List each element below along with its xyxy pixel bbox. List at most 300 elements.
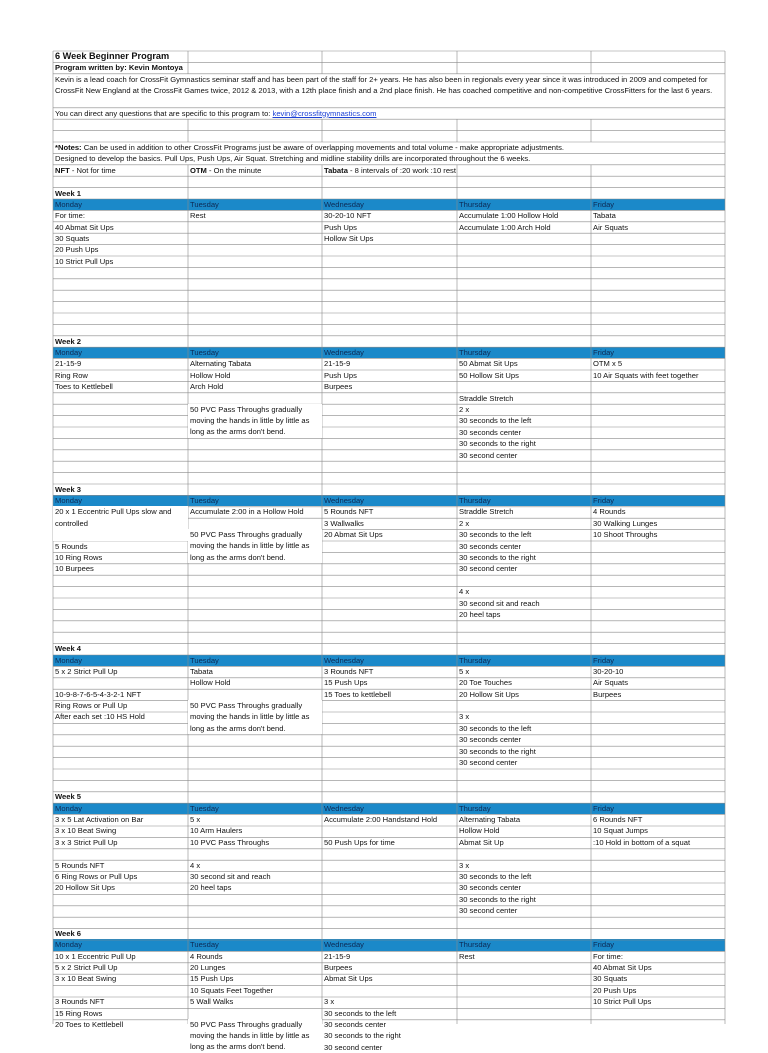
workout-row <box>53 746 725 757</box>
day-header-row <box>53 655 725 666</box>
bio-text: Kevin is a lead coach for CrossFit Gymnastics seminar staff and has been part of the staff for 2+ years. He has also been in regionals every year since it was introduced in 2009 and competed for CrossFit New England at the CrossFit Games twice, 2012 & 2013, with a 12th place finish and a 2nd place finish. He has coached competitive and non-competitive CrossFitters for the last 6 years. <box>55 74 713 95</box>
day-header-row <box>53 199 725 210</box>
workout-cell <box>188 905 322 916</box>
workout-row <box>53 985 725 996</box>
workout-cell <box>591 301 725 312</box>
empty-cell <box>322 324 457 335</box>
workout-cell <box>322 700 457 711</box>
workout-cell <box>322 620 457 631</box>
workout-row <box>53 768 725 779</box>
workout-cell: Air Squats <box>593 222 629 232</box>
workout-cell: 20 Hollow Sit Ups <box>459 689 519 699</box>
empty-row <box>53 472 725 483</box>
workout-cell: 5 x 2 Strict Pull Up <box>55 666 118 676</box>
workout-cell: 4 x <box>190 860 201 870</box>
workout-cell <box>53 415 188 426</box>
empty-cell <box>188 62 322 73</box>
workout-cell: 20 Toe Touches <box>459 678 512 688</box>
workout-cell <box>591 279 725 290</box>
workout-cell <box>322 825 457 836</box>
workout-cell <box>188 450 322 461</box>
empty-cell <box>322 131 457 142</box>
workout-cell: For time: <box>55 211 85 221</box>
workout-cell <box>457 267 591 278</box>
workout-row <box>53 552 725 563</box>
empty-cell <box>188 917 322 928</box>
empty-cell <box>591 131 725 142</box>
empty-cell <box>457 62 591 73</box>
program-spreadsheet <box>53 51 725 1053</box>
workout-cell: 10 Arm Haulers <box>190 826 243 836</box>
workout-cell <box>457 985 591 996</box>
workout-cell <box>53 985 188 996</box>
empty-cell <box>188 188 322 199</box>
empty-cell <box>188 928 322 939</box>
workout-cell: Rest <box>190 211 206 221</box>
workout-cell <box>322 711 457 722</box>
legend-desc: - On the minute <box>206 165 262 175</box>
workout-cell <box>322 586 457 597</box>
workout-cell <box>188 290 322 301</box>
workout-cell <box>53 723 188 734</box>
workout-cell <box>457 575 591 586</box>
workout-cell <box>591 609 725 620</box>
empty-cell <box>591 176 725 187</box>
legend-item <box>53 165 188 176</box>
workout-cell <box>188 1008 322 1019</box>
workout-cell: 30 seconds to the left <box>324 1008 397 1018</box>
workout-row <box>53 450 725 461</box>
workout-cell: 30 seconds to the right <box>459 439 536 449</box>
workout-row <box>53 825 725 836</box>
workout-cell <box>591 267 725 278</box>
workout-cell: 30 second center <box>324 1042 383 1052</box>
empty-cell <box>53 632 188 643</box>
workout-cell <box>591 1008 725 1019</box>
workout-cell: 30 seconds center <box>459 883 522 893</box>
workout-cell: 20 Hollow Sit Ups <box>55 883 115 893</box>
workout-cell <box>53 677 188 688</box>
workout-cell: 30 second center <box>459 758 518 768</box>
workout-cell <box>591 461 725 472</box>
workout-cell <box>457 244 591 255</box>
workout-row <box>53 598 725 609</box>
workout-row <box>53 427 725 438</box>
empty-row <box>53 917 725 928</box>
workout-cell: 15 Toes to kettlebell <box>324 689 391 699</box>
workout-row <box>53 871 725 882</box>
workout-cell <box>322 301 457 312</box>
empty-cell <box>322 917 457 928</box>
week-label: Week 5 <box>55 792 82 802</box>
workout-cell: 21-15-9 <box>324 951 351 961</box>
workout-cell <box>322 404 457 415</box>
workout-cell <box>591 233 725 244</box>
workout-cell <box>188 848 322 859</box>
workout-cell: 20 Toes to Kettlebell <box>55 1020 124 1030</box>
empty-cell <box>457 176 591 187</box>
workout-cell: 50 PVC Pass Throughs gradually moving the hands in little by little as long as the arms don't bend. <box>188 1019 322 1053</box>
day-header-tuesday: Tuesday <box>188 347 322 358</box>
workout-cell: 10 Ring Rows <box>55 553 103 563</box>
workout-cell: 10 Strict Pull Ups <box>55 256 114 266</box>
empty-row <box>53 632 725 643</box>
workout-cell <box>591 1030 725 1041</box>
workout-cell: 2 x <box>459 518 470 528</box>
empty-cell <box>322 51 457 62</box>
workout-cell <box>591 586 725 597</box>
empty-cell <box>53 472 188 483</box>
empty-cell <box>188 176 322 187</box>
workout-cell <box>53 450 188 461</box>
workout-cell <box>53 575 188 586</box>
workout-cell: Burpees <box>324 382 353 392</box>
workout-cell <box>188 689 322 700</box>
workout-row <box>53 905 725 916</box>
workout-cell <box>591 290 725 301</box>
empty-cell <box>591 188 725 199</box>
workout-cell <box>457 996 591 1007</box>
workout-row <box>53 814 725 825</box>
workout-row <box>53 620 725 631</box>
workout-cell <box>53 427 188 438</box>
day-header-monday: Monday <box>53 803 188 814</box>
empty-cell <box>322 62 457 73</box>
week-label-row <box>53 188 725 199</box>
workout-cell <box>322 575 457 586</box>
workout-cell <box>53 586 188 597</box>
workout-cell: 5 x 2 Strict Pull Up <box>55 963 118 973</box>
day-header-monday: Monday <box>53 199 188 210</box>
workout-cell: 50 PVC Pass Throughs gradually moving the hands in little by little as long as the arms don't bend. <box>188 404 322 438</box>
workout-cell <box>322 768 457 779</box>
day-header-friday: Friday <box>591 939 725 950</box>
workout-row <box>53 358 725 369</box>
workout-cell <box>322 871 457 882</box>
workout-cell <box>591 1019 725 1030</box>
empty-cell <box>457 917 591 928</box>
day-header-friday: Friday <box>591 803 725 814</box>
workout-row <box>53 210 725 221</box>
empty-row <box>53 176 725 187</box>
day-header-row <box>53 803 725 814</box>
workout-row <box>53 689 725 700</box>
notes-row <box>53 142 725 153</box>
empty-cell <box>322 188 457 199</box>
empty-cell <box>591 791 725 802</box>
empty-cell <box>591 484 725 495</box>
workout-cell: 3 Rounds NFT <box>55 997 105 1007</box>
workout-cell: After each set :10 HS Hold <box>55 712 145 722</box>
empty-cell <box>591 165 725 176</box>
workout-row <box>53 860 725 871</box>
workout-cell: 30 Walking Lunges <box>593 518 658 528</box>
workout-cell: 15 Push Ups <box>190 974 234 984</box>
workout-cell <box>457 848 591 859</box>
workout-cell <box>322 313 457 324</box>
workout-cell: Abmat Sit Up <box>459 837 504 847</box>
week-label-row <box>53 928 725 939</box>
workout-cell <box>322 541 457 552</box>
workout-cell <box>53 393 188 404</box>
workout-cell <box>457 973 591 984</box>
empty-cell <box>591 928 725 939</box>
week-label: Week 4 <box>55 644 82 654</box>
workout-row <box>53 723 725 734</box>
workout-cell <box>188 894 322 905</box>
workout-cell <box>188 301 322 312</box>
workout-row <box>53 848 725 859</box>
workout-cell <box>591 415 725 426</box>
workout-cell <box>591 768 725 779</box>
workout-cell <box>457 1030 591 1041</box>
workout-cell: 20 heel taps <box>459 609 501 619</box>
workout-row <box>53 666 725 677</box>
empty-cell <box>457 165 591 176</box>
workout-cell: Hollow Hold <box>190 678 231 688</box>
workout-cell: Push Ups <box>324 222 357 232</box>
workout-cell: Ring Row <box>55 370 88 380</box>
workout-cell <box>322 438 457 449</box>
workout-row <box>53 244 725 255</box>
workout-row <box>53 734 725 745</box>
workout-cell: Accumulate 1:00 Hollow Hold <box>459 211 559 221</box>
author-label: Program written by: Kevin Montoya <box>55 63 183 73</box>
workout-cell <box>591 757 725 768</box>
workout-cell <box>188 244 322 255</box>
workout-cell: 5 Rounds <box>55 541 88 551</box>
workout-cell: 30 seconds center <box>459 427 522 437</box>
empty-cell <box>457 188 591 199</box>
workout-cell: 20 Abmat Sit Ups <box>324 530 383 540</box>
workout-cell <box>53 894 188 905</box>
workout-cell <box>457 233 591 244</box>
workout-cell: 2 x <box>459 404 470 414</box>
empty-cell <box>591 643 725 654</box>
workout-cell: 10 Squats Feet Together <box>190 985 274 995</box>
workout-cell: 30 seconds center <box>324 1020 387 1030</box>
contact-text: You can direct any questions that are specific to this program to: <box>55 108 273 118</box>
workout-cell: Hollow Hold <box>190 370 231 380</box>
workout-cell: 10 x 1 Eccentric Pull Up <box>55 951 136 961</box>
workout-row <box>53 301 725 312</box>
empty-cell <box>457 780 591 791</box>
workout-cell: Toes to Kettlebell <box>55 382 113 392</box>
workout-row <box>53 279 725 290</box>
empty-cell <box>457 472 591 483</box>
workout-row <box>53 1008 725 1019</box>
empty-cell <box>53 131 188 142</box>
workout-cell: 50 Abmat Sit Ups <box>459 359 518 369</box>
workout-cell <box>591 393 725 404</box>
workout-cell <box>591 313 725 324</box>
legend-item <box>188 165 322 176</box>
workout-cell <box>322 427 457 438</box>
workout-cell <box>53 746 188 757</box>
designed-row <box>53 153 725 164</box>
workout-cell: 50 Push Ups for time <box>324 837 395 847</box>
workout-cell: 15 Ring Rows <box>55 1008 103 1018</box>
workout-cell <box>322 450 457 461</box>
workout-cell <box>322 734 457 745</box>
workout-cell <box>322 882 457 893</box>
empty-cell <box>322 632 457 643</box>
workout-cell <box>188 768 322 779</box>
day-header-tuesday: Tuesday <box>188 939 322 950</box>
legend-desc: - Not for time <box>69 165 116 175</box>
workout-cell: 50 PVC Pass Throughs gradually moving the hands in little by little as long as the arms don't bend. <box>188 529 322 563</box>
workout-cell <box>322 393 457 404</box>
empty-row <box>53 324 725 335</box>
workout-cell <box>322 723 457 734</box>
workout-cell: 3 x 5 Lat Activation on Bar <box>55 815 144 824</box>
empty-cell <box>188 780 322 791</box>
designed-text: Designed to develop the basics. Pull Ups, Push Ups, Air Squat. Stretching and midline stability drills are incorporated throughout the 6 weeks. <box>55 154 531 164</box>
week-label: Week 1 <box>55 188 82 198</box>
empty-cell <box>322 928 457 939</box>
day-header-wednesday: Wednesday <box>322 495 457 506</box>
workout-cell <box>457 768 591 779</box>
workout-cell <box>457 1008 591 1019</box>
workout-cell: Rest <box>459 951 475 961</box>
day-header-thursday: Thursday <box>457 495 591 506</box>
workout-cell: 3 Wallwalks <box>324 518 364 528</box>
workout-cell: 30 seconds to the left <box>459 871 532 881</box>
author-row <box>53 62 725 73</box>
legend-abbr: NFT <box>55 165 70 175</box>
empty-cell <box>591 51 725 62</box>
workout-cell <box>188 563 322 574</box>
workout-row <box>53 609 725 620</box>
workout-row <box>53 290 725 301</box>
workout-row <box>53 563 725 574</box>
page-title: 6 Week Beginner Program <box>55 51 170 61</box>
empty-cell <box>188 119 322 130</box>
workout-cell: 50 PVC Pass Throughs gradually moving the hands in little by little as long as the arms don't bend. <box>188 700 322 734</box>
workout-cell <box>591 711 725 722</box>
empty-cell <box>53 917 188 928</box>
workout-cell: Straddle Stretch <box>459 393 514 403</box>
legend-item <box>322 165 457 176</box>
workout-cell <box>322 290 457 301</box>
workout-cell: 30 seconds to the left <box>459 416 532 426</box>
workout-row <box>53 541 725 552</box>
workout-cell: OTM x 5 <box>593 359 623 369</box>
day-header-thursday: Thursday <box>457 939 591 950</box>
workout-cell: 5 Rounds NFT <box>324 507 374 517</box>
day-header-row <box>53 347 725 358</box>
empty-cell <box>457 119 591 130</box>
workout-cell: 40 Abmat Sit Ups <box>55 222 114 232</box>
contact-email-link[interactable]: kevin@crossfitgymnastics.com <box>272 108 377 118</box>
workout-cell <box>457 290 591 301</box>
workout-cell: 6 Ring Rows or Pull Ups <box>55 871 138 881</box>
workout-cell: 20 Push Ups <box>55 245 99 255</box>
workout-cell: Accumulate 2:00 in a Hollow Hold <box>190 507 304 517</box>
workout-cell <box>591 438 725 449</box>
empty-cell <box>591 119 725 130</box>
workout-cell <box>591 541 725 552</box>
workout-row <box>53 1030 725 1041</box>
workout-cell: 30 second sit and reach <box>190 871 271 881</box>
workout-cell: 30-20-10 <box>593 666 624 676</box>
day-header-tuesday: Tuesday <box>188 495 322 506</box>
workout-cell: 10-9-8-7-6-5-4-3-2-1 NFT <box>55 689 142 699</box>
day-header-wednesday: Wednesday <box>322 347 457 358</box>
empty-cell <box>591 336 725 347</box>
workout-cell <box>188 620 322 631</box>
workout-cell <box>53 768 188 779</box>
workout-row <box>53 711 725 722</box>
workout-cell: 10 Burpees <box>55 564 94 574</box>
workout-cell <box>457 313 591 324</box>
workout-cell: 30 seconds to the left <box>459 723 532 733</box>
empty-cell <box>188 336 322 347</box>
workout-cell: 30 second center <box>459 564 518 574</box>
workout-row <box>53 415 725 426</box>
workout-cell <box>53 404 188 415</box>
workout-cell: 30 Squats <box>55 234 90 244</box>
empty-cell <box>457 324 591 335</box>
workout-cell: For time: <box>593 951 623 961</box>
title-row <box>53 51 725 62</box>
day-header-monday: Monday <box>53 655 188 666</box>
workout-cell <box>457 962 591 973</box>
workout-cell <box>591 552 725 563</box>
workout-cell <box>457 461 591 472</box>
empty-cell <box>188 324 322 335</box>
day-header-monday: Monday <box>53 495 188 506</box>
workout-cell <box>53 620 188 631</box>
workout-cell <box>591 598 725 609</box>
legend-abbr: OTM <box>190 165 207 175</box>
workout-row <box>53 575 725 586</box>
day-header-friday: Friday <box>591 199 725 210</box>
workout-row <box>53 962 725 973</box>
workout-row <box>53 370 725 381</box>
workout-cell: Abmat Sit Ups <box>324 974 373 984</box>
workout-cell <box>322 415 457 426</box>
workout-cell <box>322 552 457 563</box>
workout-cell <box>457 1042 591 1053</box>
workout-cell <box>53 734 188 745</box>
workout-row <box>53 233 725 244</box>
week-label-row <box>53 484 725 495</box>
workout-cell: Hollow Hold <box>459 826 500 836</box>
workout-cell: 10 Strict Pull Ups <box>593 997 652 1007</box>
day-header-friday: Friday <box>591 347 725 358</box>
workout-cell <box>188 518 322 529</box>
empty-cell <box>591 780 725 791</box>
day-header-wednesday: Wednesday <box>322 803 457 814</box>
empty-cell <box>188 131 322 142</box>
workout-cell <box>188 313 322 324</box>
workout-cell <box>188 609 322 620</box>
workout-cell <box>457 620 591 631</box>
workout-cell <box>322 848 457 859</box>
week-label-row <box>53 791 725 802</box>
workout-cell: 4 x <box>459 587 470 597</box>
workout-cell <box>53 301 188 312</box>
workout-cell <box>188 267 322 278</box>
workout-cell: 5 Rounds NFT <box>55 860 105 870</box>
workout-cell: Ring Rows or Pull Up <box>55 701 128 711</box>
workout-cell: 30 seconds to the right <box>459 553 536 563</box>
workout-cell: 30 second center <box>459 450 518 460</box>
day-header-tuesday: Tuesday <box>188 803 322 814</box>
workout-cell <box>53 757 188 768</box>
week-label: Week 6 <box>55 928 82 938</box>
